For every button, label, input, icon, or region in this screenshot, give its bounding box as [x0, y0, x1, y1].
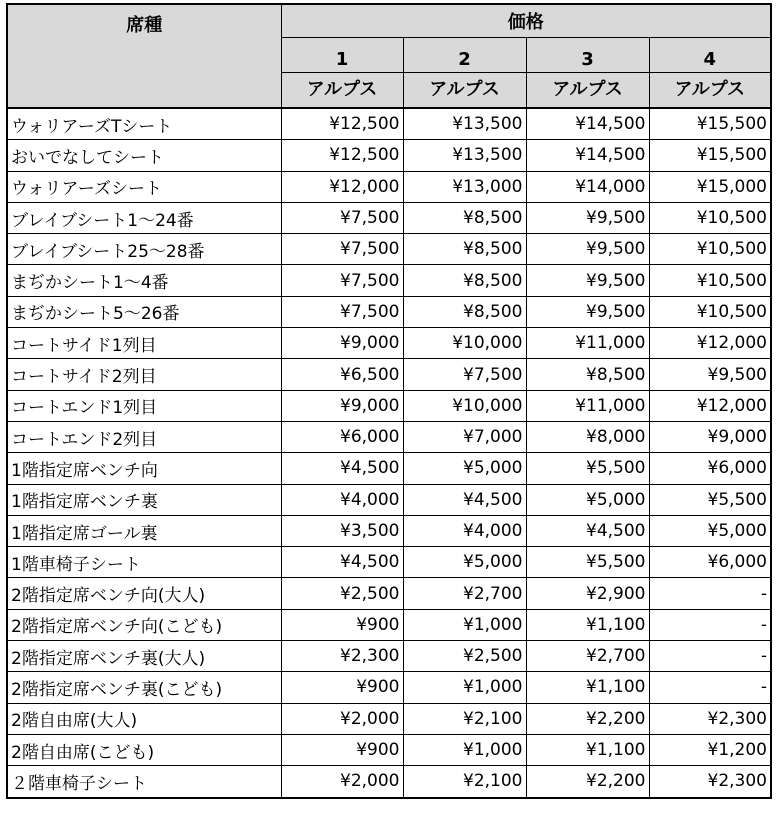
price-cell-4: ¥9,500: [649, 359, 771, 390]
price-cell-4: -: [649, 609, 771, 640]
price-cell-2: ¥4,000: [403, 515, 526, 546]
price-cell-3: ¥8,000: [526, 421, 649, 452]
price-cell-4: ¥10,500: [649, 265, 771, 296]
seat-type-cell: まぢかシート5～26番: [7, 296, 281, 327]
price-cell-3: ¥2,200: [526, 766, 649, 798]
price-cell-3: ¥9,500: [526, 234, 649, 265]
table-row: [7, 140, 771, 171]
price-cell-1: ¥4,500: [281, 453, 403, 484]
seat-type-cell: コートエンド2列目: [7, 421, 281, 452]
seat-type-cell: ブレイブシート25～28番: [7, 234, 281, 265]
price-cell-1: ¥6,000: [281, 421, 403, 452]
price-cell-2: ¥7,000: [403, 421, 526, 452]
price-cell-1: ¥12,500: [281, 108, 403, 140]
price-header: 価格: [281, 4, 771, 38]
seat-type-cell: 1階指定席ゴール裏: [7, 515, 281, 546]
price-cell-2: ¥1,000: [403, 609, 526, 640]
price-cell-4: ¥1,200: [649, 734, 771, 765]
price-cell-1: ¥7,500: [281, 234, 403, 265]
price-cell-4: -: [649, 641, 771, 672]
table-row: [7, 108, 771, 140]
table-row: [7, 672, 771, 703]
price-cell-3: ¥5,500: [526, 453, 649, 484]
seat-type-cell: ２階車椅子シート: [7, 766, 281, 798]
price-cell-3: ¥2,900: [526, 578, 649, 609]
price-cell-4: ¥2,300: [649, 703, 771, 734]
table-row: [7, 547, 771, 578]
price-cell-2: ¥1,000: [403, 734, 526, 765]
price-cell-4: ¥12,000: [649, 390, 771, 421]
table-row: [7, 328, 771, 359]
price-cell-3: ¥1,100: [526, 609, 649, 640]
table-row: [7, 609, 771, 640]
price-cell-3: ¥8,500: [526, 359, 649, 390]
price-cell-3: ¥9,500: [526, 202, 649, 233]
price-cell-4: ¥2,300: [649, 766, 771, 798]
seat-type-cell: 1階車椅子シート: [7, 547, 281, 578]
price-cell-3: ¥2,700: [526, 641, 649, 672]
price-cell-3: ¥4,500: [526, 515, 649, 546]
column-label-4: アルプス: [649, 73, 771, 109]
price-cell-2: ¥5,000: [403, 453, 526, 484]
price-cell-2: ¥2,100: [403, 766, 526, 798]
seat-type-cell: 2階指定席ベンチ向(こども): [7, 609, 281, 640]
price-table: [6, 3, 772, 799]
price-cell-4: ¥15,500: [649, 140, 771, 171]
price-cell-2: ¥10,000: [403, 328, 526, 359]
seat-type-cell: 2階指定席ベンチ向(大人): [7, 578, 281, 609]
price-cell-3: ¥1,100: [526, 734, 649, 765]
price-cell-1: ¥2,000: [281, 703, 403, 734]
column-number-3: 3: [526, 38, 649, 73]
price-cell-3: ¥5,000: [526, 484, 649, 515]
table-row: [7, 453, 771, 484]
price-cell-2: ¥4,500: [403, 484, 526, 515]
table-row: [7, 734, 771, 765]
price-cell-1: ¥9,000: [281, 390, 403, 421]
table-row: [7, 359, 771, 390]
price-cell-4: ¥10,500: [649, 202, 771, 233]
price-cell-1: ¥7,500: [281, 202, 403, 233]
price-cell-4: ¥15,500: [649, 108, 771, 140]
seat-type-cell: おいでなしてシート: [7, 140, 281, 171]
price-cell-3: ¥5,500: [526, 547, 649, 578]
seat-type-cell: ブレイブシート1～24番: [7, 202, 281, 233]
price-cell-4: ¥6,000: [649, 547, 771, 578]
seat-type-cell: 1階指定席ベンチ裏: [7, 484, 281, 515]
price-cell-2: ¥2,700: [403, 578, 526, 609]
column-label-3: アルプス: [526, 73, 649, 109]
price-cell-4: ¥5,000: [649, 515, 771, 546]
price-cell-3: ¥14,500: [526, 108, 649, 140]
price-cell-1: ¥3,500: [281, 515, 403, 546]
price-cell-3: ¥11,000: [526, 390, 649, 421]
table-row: [7, 703, 771, 734]
column-label-1: アルプス: [281, 73, 403, 109]
price-cell-2: ¥5,000: [403, 547, 526, 578]
table-header: [7, 4, 771, 108]
price-cell-1: ¥7,500: [281, 296, 403, 327]
price-cell-4: ¥5,500: [649, 484, 771, 515]
price-cell-2: ¥7,500: [403, 359, 526, 390]
price-cell-2: ¥8,500: [403, 234, 526, 265]
seat-type-cell: 1階指定席ベンチ向: [7, 453, 281, 484]
price-cell-4: -: [649, 672, 771, 703]
price-cell-1: ¥6,500: [281, 359, 403, 390]
seat-type-cell: ウォリアーズTシート: [7, 108, 281, 140]
price-cell-4: ¥9,000: [649, 421, 771, 452]
price-cell-3: ¥9,500: [526, 296, 649, 327]
price-cell-4: ¥12,000: [649, 328, 771, 359]
seat-type-cell: ウォリアーズシート: [7, 171, 281, 202]
price-cell-1: ¥2,300: [281, 641, 403, 672]
seat-type-cell: 2階自由席(大人): [7, 703, 281, 734]
price-cell-4: ¥10,500: [649, 234, 771, 265]
price-cell-3: ¥11,000: [526, 328, 649, 359]
table-row: [7, 202, 771, 233]
table-row: [7, 234, 771, 265]
table-body: [7, 108, 771, 798]
price-cell-1: ¥7,500: [281, 265, 403, 296]
price-cell-3: ¥2,200: [526, 703, 649, 734]
price-cell-2: ¥10,000: [403, 390, 526, 421]
price-cell-4: ¥15,000: [649, 171, 771, 202]
seat-type-cell: コートサイド1列目: [7, 328, 281, 359]
price-cell-1: ¥12,500: [281, 140, 403, 171]
price-cell-1: ¥9,000: [281, 328, 403, 359]
seat-type-cell: まぢかシート1～4番: [7, 265, 281, 296]
column-label-2: アルプス: [403, 73, 526, 109]
column-number-4: 4: [649, 38, 771, 73]
price-cell-3: ¥1,100: [526, 672, 649, 703]
table-row: [7, 171, 771, 202]
table-row: [7, 515, 771, 546]
price-cell-1: ¥12,000: [281, 171, 403, 202]
table-row: [7, 421, 771, 452]
column-number-1: 1: [281, 38, 403, 73]
price-cell-2: ¥13,500: [403, 140, 526, 171]
price-cell-2: ¥8,500: [403, 265, 526, 296]
table-row: [7, 766, 771, 798]
price-cell-3: ¥14,500: [526, 140, 649, 171]
price-cell-1: ¥900: [281, 672, 403, 703]
price-cell-1: ¥2,000: [281, 766, 403, 798]
price-cell-2: ¥1,000: [403, 672, 526, 703]
price-cell-2: ¥13,000: [403, 171, 526, 202]
price-cell-3: ¥14,000: [526, 171, 649, 202]
price-cell-4: ¥10,500: [649, 296, 771, 327]
seat-type-cell: 2階指定席ベンチ裏(大人): [7, 641, 281, 672]
seat-type-header: 席種: [7, 4, 281, 108]
price-cell-1: ¥2,500: [281, 578, 403, 609]
price-cell-3: ¥9,500: [526, 265, 649, 296]
price-cell-1: ¥4,500: [281, 547, 403, 578]
price-cell-4: -: [649, 578, 771, 609]
price-cell-1: ¥4,000: [281, 484, 403, 515]
price-cell-1: ¥900: [281, 609, 403, 640]
price-cell-4: ¥6,000: [649, 453, 771, 484]
price-cell-1: ¥900: [281, 734, 403, 765]
table-row: [7, 578, 771, 609]
table-row: [7, 296, 771, 327]
seat-type-cell: 2階指定席ベンチ裏(こども): [7, 672, 281, 703]
column-number-2: 2: [403, 38, 526, 73]
price-cell-2: ¥8,500: [403, 202, 526, 233]
price-cell-2: ¥2,500: [403, 641, 526, 672]
price-table-container: [6, 3, 772, 799]
table-row: [7, 265, 771, 296]
price-cell-2: ¥2,100: [403, 703, 526, 734]
seat-type-cell: コートエンド1列目: [7, 390, 281, 421]
table-row: [7, 641, 771, 672]
seat-type-cell: コートサイド2列目: [7, 359, 281, 390]
seat-type-cell: 2階自由席(こども): [7, 734, 281, 765]
table-row: [7, 390, 771, 421]
price-cell-2: ¥8,500: [403, 296, 526, 327]
price-cell-2: ¥13,500: [403, 108, 526, 140]
table-row: [7, 484, 771, 515]
